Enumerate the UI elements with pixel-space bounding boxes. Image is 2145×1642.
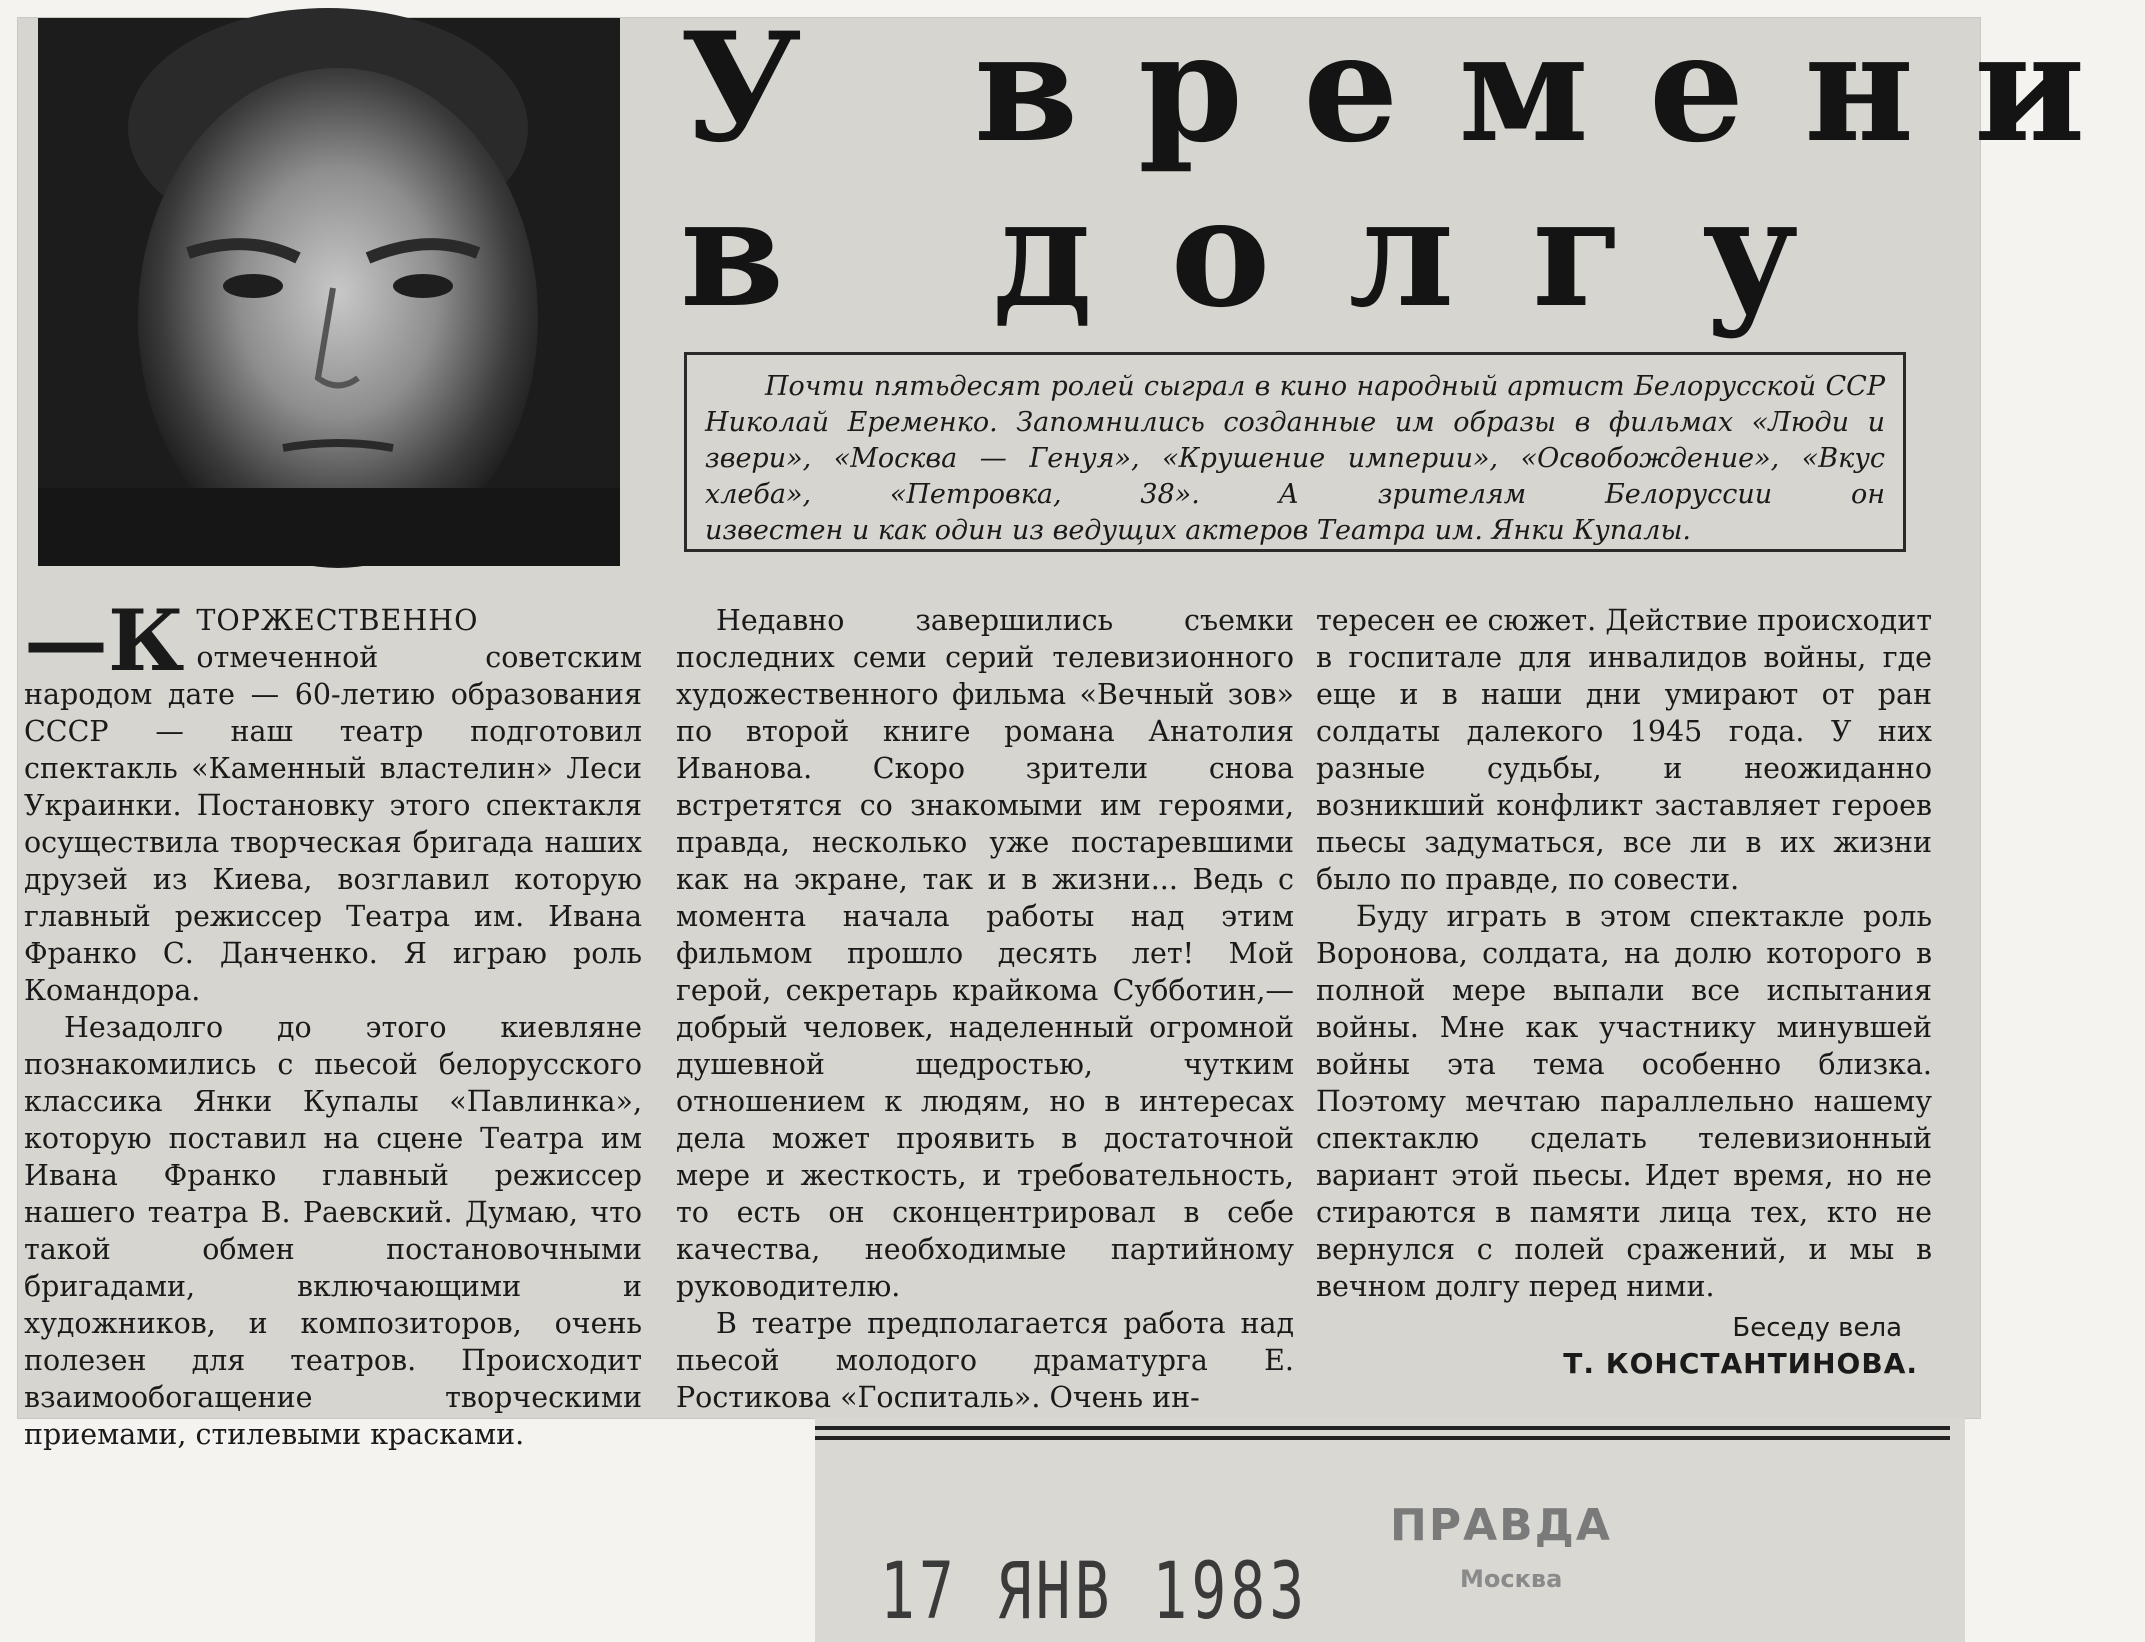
byline-label: Беседу вела bbox=[1732, 1313, 1902, 1343]
column3-paragraph-2: Буду играть в этом спектакле роль Воронова, солдата, на долю которого в полной мере выпали все испытания войны. Мне как участнику минувшей войны эта тема особенно близка. Поэтому мечтаю параллельно нашему спектаклю сделать телевизионный вариант этой пьесы. Идет время, но не стираются в памяти лица тех, кто не вернулся с полей сражений, и мы в вечном долгу перед ними. bbox=[1316, 900, 1932, 1303]
rule-line bbox=[815, 1426, 1950, 1430]
stamp-city: Москва bbox=[1460, 1565, 1563, 1593]
column1-paragraph-2: Незадолго до этого киевляне познакомились с пьесой белорусского классика Янки Купалы «Павлинка», которую поставил на сцене Театра им Ивана Франко главный режиссер нашего театра В. Раевский. Думаю, что такой обмен постановочными бригадами, включающими и художников, и композиторов, очень полезен для театров. Происходит взаимообогащение творческими приемами, стилевыми красками. bbox=[24, 1011, 642, 1451]
drop-cap: —К bbox=[24, 591, 185, 690]
article-column-3 bbox=[1316, 602, 1932, 1383]
headline-line-2: в долгу bbox=[680, 165, 1877, 341]
headline-line-1: У времени bbox=[680, 0, 2145, 176]
headline bbox=[670, 0, 2145, 348]
lead-last-line: известен и как один из ведущих актеров Театра им. Янки Купалы. bbox=[705, 515, 1692, 546]
stamp-date: 17 ЯНВ 1983 bbox=[880, 1545, 1309, 1637]
column1-paragraph-1-text: отмеченной советским народом дате — 60-летию образования СССР — наш театр подготовил спектакль «Каменный властелин» Леси Украинки. Постановку этого спектакля осуществила творческая бригада наших друзей из Киева, возглавил которую главный режиссер Театра им. Ивана Франко С. Данченко. Я играю роль Командора. bbox=[24, 641, 642, 1007]
column2-paragraph-2: В театре предполагается работа над пьесой молодого драматурга Е. Ростикова «Госпиталь». Очень ин- bbox=[676, 1307, 1294, 1414]
column1-paragraph-1 bbox=[24, 591, 642, 1009]
article-column-1 bbox=[24, 591, 642, 1453]
separator-rules bbox=[815, 1426, 1950, 1446]
lead-text bbox=[705, 369, 1885, 513]
stamp-newspaper-name: ПРАВДА bbox=[1390, 1500, 1612, 1551]
column2-paragraph-1: Недавно завершились съемки последних семи серий телевизионного художественного фильма «Вечный зов» по второй книге романа Анатолия Иванова. Скоро зрители снова встретятся со знакомыми им героями, правда, несколько уже постаревшими как на экране, так и в жизни... Ведь с момента начала работы над этим фильмом прошло десять лет! Мой герой, секретарь крайкома Субботин,— добрый человек, наделенный огромной душевной щедростью, чутким отношением к людям, но в интересах дела может проявить в достаточной мере и жесткость, и требовательность, то есть он сконцентрировал в себе качества, необходимые партийному руководителю. bbox=[676, 604, 1294, 1303]
rule-line bbox=[815, 1436, 1950, 1440]
lead-paragraph-box bbox=[684, 352, 1906, 552]
lead-text-main: Почти пятьдесят ролей сыграл в кино народный артист Белорусской ССР Николай Еременко. Запомнились созданные им образы в фильмах «Люди и звери», «Москва — Генуя», «Крушение империи», «Освобождение», «Вкус хлеба», «Петровка, 38». А зрителям Белоруссии он bbox=[705, 371, 1885, 510]
byline bbox=[1316, 1311, 1932, 1383]
article-column-2 bbox=[676, 602, 1294, 1416]
portrait-photo bbox=[38, 18, 620, 566]
column1-opening-caps: ТОРЖЕСТВЕННО bbox=[196, 604, 479, 637]
byline-author: Т. КОНСТАНТИНОВА. bbox=[1563, 1347, 1918, 1380]
column3-paragraph-1: тересен ее сюжет. Действие происходит в госпитале для инвалидов войны, где еще и в наши дни умирают от ран солдаты далекого 1945 года. У них разные судьбы, и неожиданно возникший конфликт заставляет героев пьесы задуматься, все ли в их жизни было по правде, по совести. bbox=[1316, 604, 1932, 896]
